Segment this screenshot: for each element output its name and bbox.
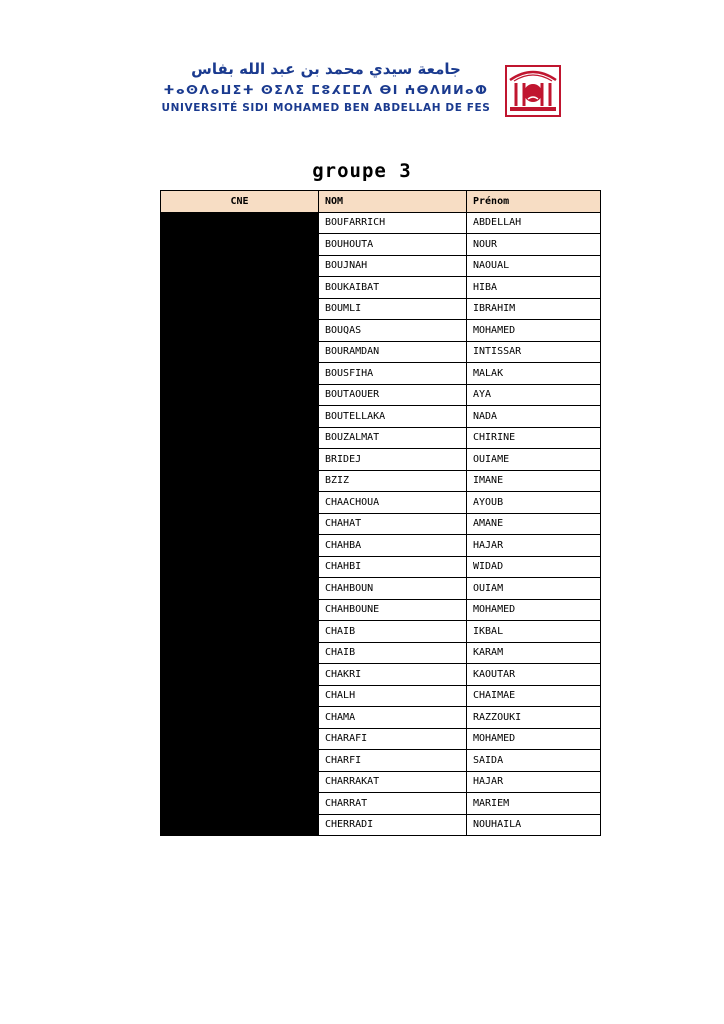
table-row (161, 578, 601, 600)
table-row (161, 320, 601, 342)
cell-nom: CHAKRI (319, 664, 467, 686)
table-row (161, 599, 601, 621)
table-row (161, 449, 601, 471)
cell-prenom: OUIAME (467, 449, 601, 471)
cell-cne (161, 341, 319, 363)
cell-cne (161, 406, 319, 428)
column-header-prenom: Prénom (467, 191, 601, 213)
cell-prenom: NOUR (467, 234, 601, 256)
table-row (161, 771, 601, 793)
table-row (161, 470, 601, 492)
table-row (161, 621, 601, 643)
cell-nom: CHARRAKAT (319, 771, 467, 793)
table-header-row (161, 191, 601, 213)
cell-prenom: MOHAMED (467, 599, 601, 621)
cell-prenom: IKBAL (467, 621, 601, 643)
cell-nom: CHAHBOUN (319, 578, 467, 600)
table-row (161, 814, 601, 836)
cell-prenom: MARIEM (467, 793, 601, 815)
table-row (161, 642, 601, 664)
table-row (161, 298, 601, 320)
cell-nom: BOUQAS (319, 320, 467, 342)
cell-prenom: AYOUB (467, 492, 601, 514)
cell-prenom: CHAIMAE (467, 685, 601, 707)
header-inner (162, 60, 563, 120)
university-logo-icon (504, 62, 562, 120)
cell-prenom: AYA (467, 384, 601, 406)
page-title: groupe 3 (312, 160, 412, 182)
cell-nom: CHALH (319, 685, 467, 707)
cell-nom: BOUZALMAT (319, 427, 467, 449)
table-row (161, 234, 601, 256)
cell-cne (161, 664, 319, 686)
cell-cne (161, 298, 319, 320)
cell-nom: CHAHBA (319, 535, 467, 557)
table-row (161, 685, 601, 707)
cell-cne (161, 771, 319, 793)
cell-prenom: OUIAM (467, 578, 601, 600)
table-row (161, 255, 601, 277)
cell-nom: CHERRADI (319, 814, 467, 836)
cell-prenom: WIDAD (467, 556, 601, 578)
cell-prenom: MOHAMED (467, 728, 601, 750)
cell-cne (161, 384, 319, 406)
table-row (161, 384, 601, 406)
table-row (161, 513, 601, 535)
cell-prenom: SAIDA (467, 750, 601, 772)
cell-nom: BOUSFIHA (319, 363, 467, 385)
cell-cne (161, 363, 319, 385)
cell-nom: BOUTAOUER (319, 384, 467, 406)
cell-cne (161, 255, 319, 277)
cell-cne (161, 535, 319, 557)
cell-prenom: CHIRINE (467, 427, 601, 449)
cell-nom: CHAHBI (319, 556, 467, 578)
table-row (161, 728, 601, 750)
cell-nom: BRIDEJ (319, 449, 467, 471)
cell-cne (161, 728, 319, 750)
cell-nom: CHARFI (319, 750, 467, 772)
university-name-block (162, 60, 491, 116)
table-row (161, 277, 601, 299)
table-row (161, 793, 601, 815)
table-row (161, 406, 601, 428)
cell-nom: BOUJNAH (319, 255, 467, 277)
column-header-cne: CNE (161, 191, 319, 213)
cell-cne (161, 814, 319, 836)
cell-nom: BOUTELLAKA (319, 406, 467, 428)
cell-cne (161, 449, 319, 471)
cell-cne (161, 492, 319, 514)
cell-prenom: INTISSAR (467, 341, 601, 363)
table-row (161, 750, 601, 772)
cell-prenom: NADA (467, 406, 601, 428)
table-row (161, 707, 601, 729)
university-header (0, 60, 724, 120)
cell-nom: CHAMA (319, 707, 467, 729)
cell-nom: BOUKAIBAT (319, 277, 467, 299)
cell-prenom: MOHAMED (467, 320, 601, 342)
cell-prenom: AMANE (467, 513, 601, 535)
cell-cne (161, 277, 319, 299)
cell-prenom: HIBA (467, 277, 601, 299)
cell-cne (161, 599, 319, 621)
table-body (161, 212, 601, 836)
cell-nom: BOUMLI (319, 298, 467, 320)
cell-nom: CHAHAT (319, 513, 467, 535)
cell-cne (161, 470, 319, 492)
cell-nom: BOURAMDAN (319, 341, 467, 363)
table-row (161, 212, 601, 234)
cell-prenom: RAZZOUKI (467, 707, 601, 729)
table-row (161, 363, 601, 385)
table-row (161, 664, 601, 686)
cell-prenom: KARAM (467, 642, 601, 664)
cell-nom: BOUHOUTA (319, 234, 467, 256)
roster-table (160, 190, 601, 836)
university-name-arabic: جامعة سيدي محمد بن عبد الله بفاس (191, 60, 461, 78)
cell-cne (161, 621, 319, 643)
cell-cne (161, 212, 319, 234)
roster-table-wrapper (160, 190, 561, 836)
cell-prenom: MALAK (467, 363, 601, 385)
university-name-french: UNIVERSITÉ SIDI MOHAMED BEN ABDELLAH DE FES (161, 102, 491, 115)
table-row (161, 492, 601, 514)
cell-nom: CHAIB (319, 621, 467, 643)
cell-cne (161, 793, 319, 815)
cell-nom: CHAIB (319, 642, 467, 664)
cell-cne (161, 234, 319, 256)
cell-prenom: NOUHAILA (467, 814, 601, 836)
table-row (161, 427, 601, 449)
table-row (161, 341, 601, 363)
cell-prenom: NAOUAL (467, 255, 601, 277)
cell-nom: CHARAFI (319, 728, 467, 750)
cell-nom: CHAACHOUA (319, 492, 467, 514)
cell-prenom: IBRAHIM (467, 298, 601, 320)
cell-prenom: KAOUTAR (467, 664, 601, 686)
cell-nom: BZIZ (319, 470, 467, 492)
cell-cne (161, 427, 319, 449)
cell-cne (161, 513, 319, 535)
cell-cne (161, 642, 319, 664)
cell-nom: CHARRAT (319, 793, 467, 815)
cell-prenom: HAJAR (467, 535, 601, 557)
cell-cne (161, 685, 319, 707)
cell-prenom: IMANE (467, 470, 601, 492)
column-header-nom: NOM (319, 191, 467, 213)
cell-cne (161, 320, 319, 342)
cell-cne (161, 556, 319, 578)
cell-cne (161, 750, 319, 772)
cell-nom: CHAHBOUNE (319, 599, 467, 621)
table-header (161, 191, 601, 213)
table-row (161, 535, 601, 557)
university-name-tifinagh: ⵜⴰⵙⴷⴰⵡⵉⵜ ⵙⵉⴷⵉ ⵎⵓⵃⵎⵎⴷ ⴱⵏ ⵄⴱⴷⵍⵍⴰⵀ (163, 81, 489, 97)
cell-prenom: ABDELLAH (467, 212, 601, 234)
cell-nom: BOUFARRICH (319, 212, 467, 234)
table-row (161, 556, 601, 578)
cell-prenom: HAJAR (467, 771, 601, 793)
cell-cne (161, 578, 319, 600)
cell-cne (161, 707, 319, 729)
